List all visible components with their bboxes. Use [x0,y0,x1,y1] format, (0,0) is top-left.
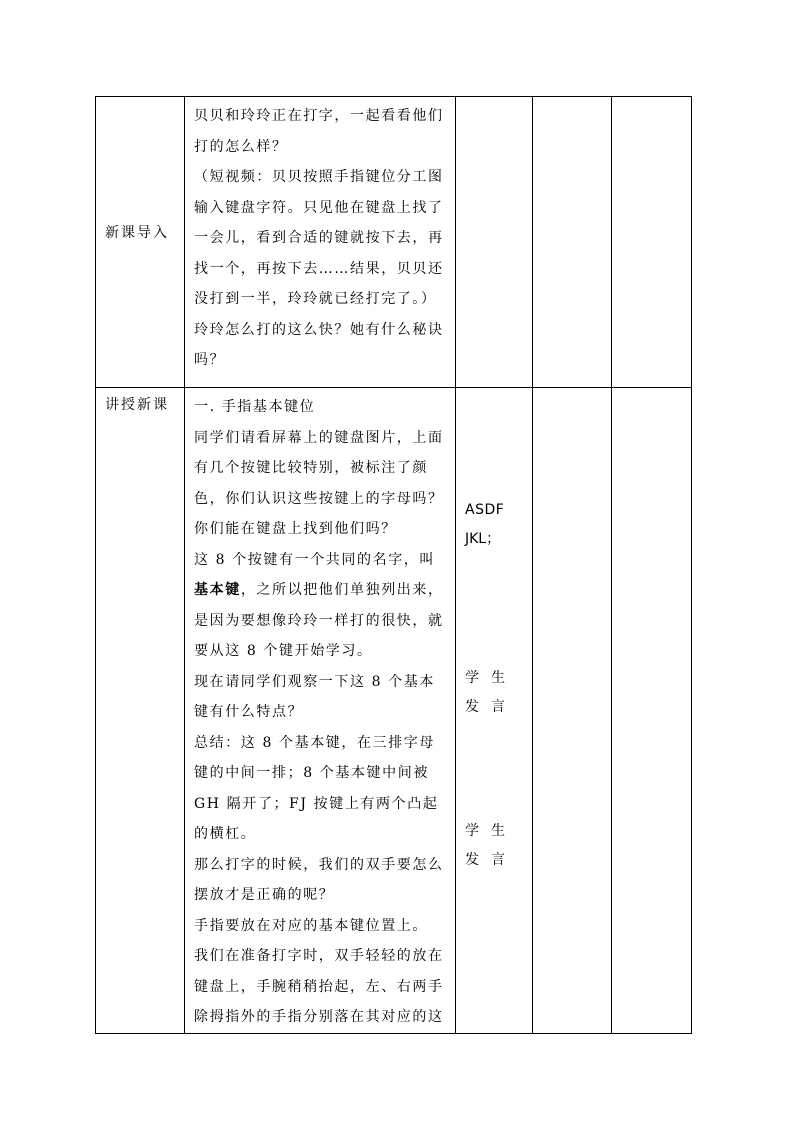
teacher-activity-cell [185,388,456,1034]
stage-label: 讲授新课 [105,397,169,413]
paragraph: 那么打字的时候，我们的双手要怎么摆放才是正确的呢？ [194,856,444,903]
table-row [96,97,692,388]
text-run: 这 8 个按键有一个共同的名字，叫 [194,551,436,568]
paragraph: （短视频：贝贝按照手指键位分工图输入键盘字符。只见他在键盘上找了一会儿，看到合适的键就按下去，再找一个，再按下去……结果，贝贝还没打到一半，玲玲就已经打完了。） [194,169,444,307]
lesson-plan-table [95,96,692,1034]
home-keys-right: JKL； [465,531,501,547]
paragraph: 贝贝和玲玲正在打字，一起看看他们打的怎么样？ [194,108,444,155]
paragraph: 你们能在键盘上找到他们吗？ [194,521,397,537]
section-heading: 一. 手指基本键位 [194,399,316,415]
stage-cell [96,97,185,388]
student-activity-cell [456,388,533,1034]
design-intent-cell [533,97,612,388]
blank-cell [612,97,692,388]
home-keys-left: ASDF [465,502,505,518]
table-row [96,388,692,1034]
stage-label: 新课导入 [105,225,169,241]
design-intent-cell [533,388,612,1034]
paragraph: 总结：这 8 个基本键，在三排字母键的中间一排；8 个基本键中间被 GH 隔开了；FJ 按键上有两个凸起的横杠。 [194,734,439,842]
blank-cell [612,388,692,1034]
paragraph: 玲玲怎么打的这么快？她有什么秘诀吗？ [194,321,444,368]
paragraph [194,545,449,667]
paragraph: 我们在准备打字时，双手轻轻的放在键盘上，手腕稍稍抬起，左、右两手除拇指外的手指分别落在其对应的这 [194,948,444,1025]
student-speak-note: 学生发言 [465,670,517,715]
student-activity-cell [456,97,533,388]
stage-cell [96,388,185,1034]
paragraph: 手指要放在对应的基本键位置上。 [194,917,428,934]
keyword-bold: 基本键 [194,582,241,598]
teacher-activity-cell [185,97,456,388]
paragraph: 同学们请看屏幕上的键盘图片，上面有几个按键比较特别，被标注了颜色，你们认识这些按键上的字母吗？ [194,429,444,507]
student-speak-note: 学生发言 [465,823,517,868]
paragraph: 现在请同学们观察一下这 8 个基本键有什么特点？ [194,673,436,720]
text-run: ，之所以把他们单独列出来，是因为要想像玲玲一样打的很快，就要从这 8 个键开始学习。 [194,582,444,659]
